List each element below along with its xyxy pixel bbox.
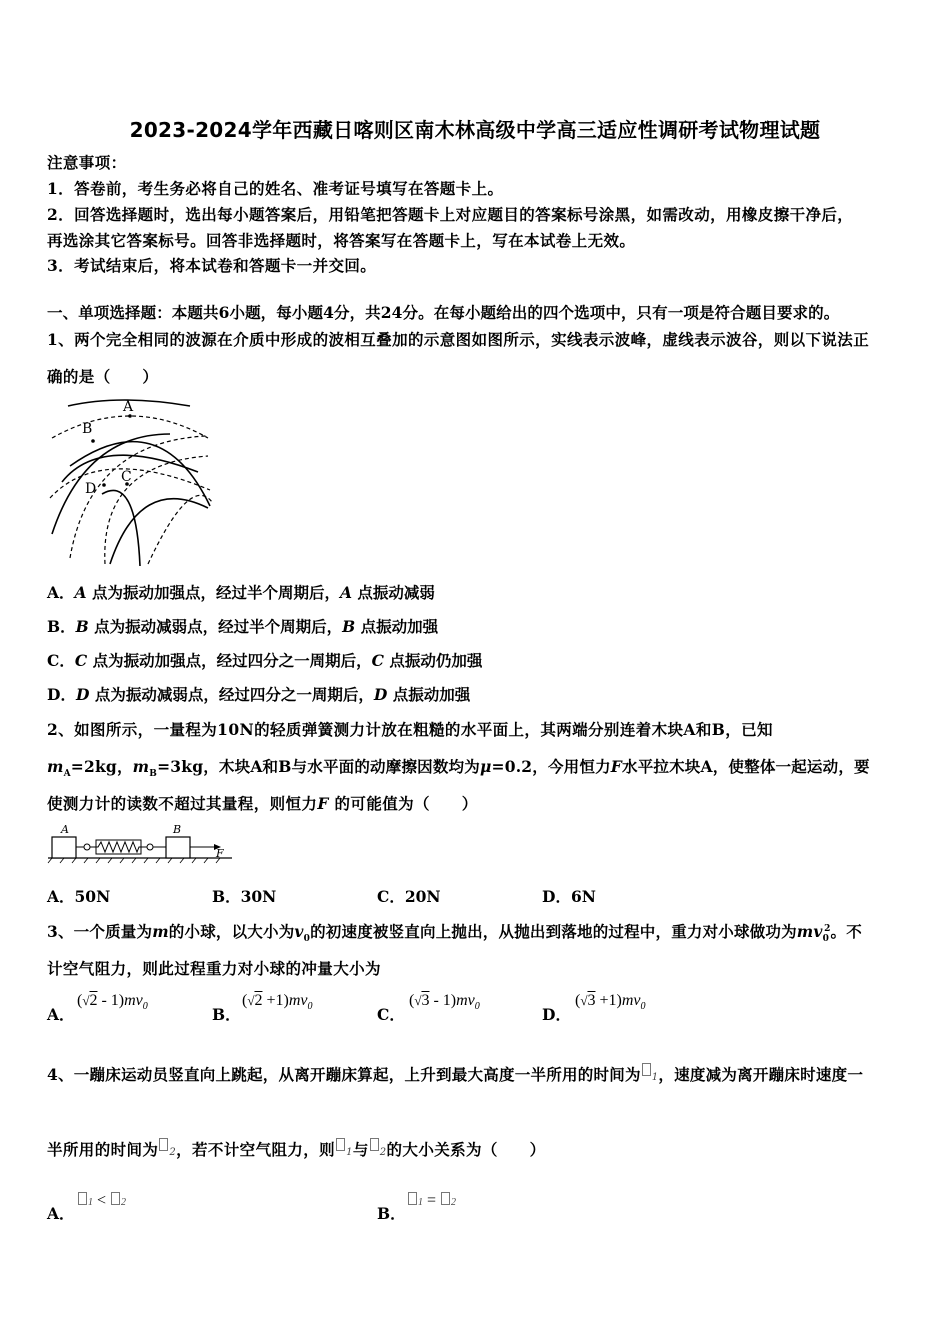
wave-interference-figure — [40, 394, 220, 566]
option-letter: D — [373, 685, 388, 704]
text: 4、一蹦床运动员竖直向上跳起，从离开蹦床算起，上升到最大高度一半所用的时间为 — [47, 1065, 641, 1084]
q2-option-c[interactable]: C．20N — [377, 887, 441, 906]
math-sup: 2 — [824, 923, 831, 934]
math-sub: 1 — [346, 1147, 353, 1158]
radicand: 3 — [421, 992, 430, 1009]
q2-option-b[interactable]: B．30N — [212, 887, 277, 906]
q1-option-d[interactable] — [47, 683, 470, 705]
math-mv: mv — [288, 992, 308, 1009]
q3-option-formula-d: $(√3 +1)mv_0$ — [575, 992, 646, 1013]
text: =0.2，今用恒力 — [491, 757, 611, 776]
q2-stem-cont — [47, 755, 870, 779]
radicand: 2 — [254, 992, 263, 1009]
notice-item: 2．回答选择题时，选出每小题答案后，用铅笔把答题卡上对应题目的答案标号涂黑，如需改动，用橡皮擦干净后， — [47, 205, 854, 224]
math-sub: 0 — [822, 934, 830, 945]
option-key: C． — [47, 651, 75, 670]
option-key: A． — [47, 583, 75, 602]
spring-blocks-figure — [44, 820, 236, 864]
point-label-d: D — [85, 481, 97, 497]
text: 的初速度被竖直向上抛出，从抛出到落地的过程中，重力对小球做功为 — [310, 922, 797, 941]
paren: ( — [575, 992, 581, 1009]
option-letter: B — [342, 617, 356, 636]
placeholder-glyph — [441, 1192, 450, 1205]
q3-stem — [47, 920, 862, 944]
math-sub: 1 — [418, 1197, 423, 1208]
math-sub: 1 — [651, 1072, 659, 1083]
section-heading: 一、单项选择题：本题共6小题，每小题4分，共24分。在每小题给出的四个选项中，只有一项是符合题目要求的。 — [47, 303, 840, 322]
math-sub: 2 — [121, 1197, 127, 1208]
option-text: 点为振动加强点，经过四分之一周期后， — [92, 651, 372, 670]
notice-item: 3．考试结束后，将本试卷和答题卡一并交回。 — [47, 256, 377, 275]
text: 3、一个质量为 — [47, 922, 153, 941]
math-sub: 0 — [303, 934, 311, 945]
point-label-c: C — [121, 469, 132, 485]
math-m: m — [47, 757, 64, 776]
math-sub: A — [63, 769, 71, 780]
text: 的大小关系为（ ） — [386, 1140, 546, 1159]
q2-stem-cont2 — [47, 792, 478, 814]
math-f: F — [610, 757, 622, 776]
math-mv: mv — [124, 992, 143, 1009]
math-sub: 1 — [88, 1197, 93, 1208]
placeholder-glyph — [336, 1138, 345, 1151]
math-v: v — [294, 922, 304, 941]
option-letter: C — [74, 651, 88, 670]
option-letter: B — [75, 617, 89, 636]
point-label-a: A — [123, 399, 134, 415]
text: ，若不计空气阻力，则 — [176, 1140, 336, 1159]
q2-option-a[interactable]: A．50N — [47, 887, 111, 906]
q3-option-key-d[interactable]: D． — [542, 1005, 571, 1024]
option-text: 点振动加强 — [392, 685, 471, 704]
force-label-f: F — [216, 847, 224, 860]
text: 半所用的时间为 — [47, 1140, 159, 1159]
q3-option-key-c[interactable]: C． — [377, 1005, 405, 1024]
q1-stem: 1、两个完全相同的波源在介质中形成的波相互叠加的示意图如图所示，实线表示波峰，虚线表示波谷，则以下说法正 — [47, 330, 870, 349]
paren: ( — [409, 992, 415, 1009]
math-sub: 0 — [640, 1001, 646, 1013]
math-sub: 2 — [451, 1197, 457, 1208]
math-sub: 0 — [307, 1001, 313, 1013]
q3-option-key-b[interactable]: B． — [212, 1005, 241, 1024]
q4-option-key-a[interactable]: A． — [47, 1204, 75, 1223]
q3-option-formula-c: $(√3 - 1)mv_0$ — [409, 992, 480, 1013]
paren: ( — [77, 992, 83, 1009]
point-label-b: B — [82, 421, 93, 437]
text: =2kg， — [70, 757, 133, 776]
q4-option-formula-a — [77, 1192, 126, 1210]
option-letter: C — [371, 651, 384, 670]
option-key: D． — [47, 685, 76, 704]
option-letter: D — [75, 685, 90, 704]
radicand: 2 — [89, 992, 98, 1009]
option-text: 点振动减弱 — [357, 583, 435, 602]
math-mv: mv — [796, 922, 823, 941]
text: - 1) — [97, 992, 125, 1009]
math-sub: 0 — [142, 1001, 148, 1013]
text: +1) — [595, 992, 622, 1009]
placeholder-glyph — [159, 1138, 168, 1151]
q3-option-formula-a: $(√2 - 1)mv_0$ — [77, 992, 148, 1013]
text: 水平拉木块A，使整体一起运动，要 — [622, 757, 870, 776]
placeholder-glyph — [642, 1063, 651, 1076]
text: ，速度减为离开蹦床时速度一 — [658, 1065, 864, 1084]
radicand: 3 — [587, 992, 596, 1009]
text: 与 — [352, 1140, 369, 1159]
placeholder-glyph — [370, 1138, 379, 1151]
option-text: 点振动仍加强 — [389, 651, 483, 670]
paren: ( — [242, 992, 248, 1009]
operator: = — [427, 1192, 437, 1209]
text: =3kg，木块A和B与水平面的动摩擦因数均为 — [157, 757, 480, 776]
option-text: 点为振动减弱点，经过半个周期后， — [94, 617, 343, 636]
q2-option-d[interactable]: D．6N — [542, 887, 596, 906]
math-sub: 2 — [379, 1147, 387, 1158]
text: 的可能值为（ ） — [334, 794, 478, 813]
option-letter: A — [339, 583, 353, 602]
q4-stem-cont — [47, 1138, 546, 1160]
page-title: 2023-2024学年西藏日喀则区南木林高级中学高三适应性调研考试物理试题 — [129, 118, 821, 142]
q3-option-formula-b: $(√2 +1)mv_0$ — [242, 992, 313, 1013]
text: 使测力计的读数不超过其量程，则恒力 — [47, 794, 318, 813]
placeholder-glyph — [408, 1192, 417, 1205]
notice-item: 再选涂其它答案标号。回答非选择题时，将答案写在答题卡上，写在本试卷上无效。 — [47, 231, 636, 250]
placeholder-glyph — [111, 1192, 120, 1205]
placeholder-glyph — [78, 1192, 87, 1205]
math-sub: 0 — [474, 1001, 480, 1013]
math-f: F — [317, 794, 329, 813]
math-sub: 2 — [169, 1147, 177, 1158]
math-m: m — [152, 922, 169, 941]
math-mu: μ — [479, 757, 492, 776]
notice-heading: 注意事项： — [47, 153, 127, 172]
text: 。不 — [830, 922, 862, 941]
q2-stem: 2、如图所示，一量程为10N的轻质弹簧测力计放在粗糙的水平面上，其两端分别连着木块A和B，已知 — [47, 720, 773, 739]
option-key: B． — [47, 617, 76, 636]
option-text: 点为振动减弱点，经过四分之一周期后， — [94, 685, 374, 704]
option-text: 点振动加强 — [360, 617, 439, 636]
math-sub: B — [149, 769, 158, 780]
option-letter: A — [74, 583, 87, 602]
q4-option-key-b[interactable]: B． — [377, 1204, 406, 1223]
q1-option-a[interactable] — [47, 581, 435, 603]
text: - 1) — [429, 992, 457, 1009]
math-mv: mv — [621, 992, 641, 1009]
option-text: 点为振动加强点，经过半个周期后， — [91, 583, 340, 602]
text: 的小球，以大小为 — [168, 922, 295, 941]
block-label-a: A — [61, 823, 69, 836]
q1-option-b[interactable] — [47, 615, 438, 637]
q4-stem — [47, 1063, 863, 1085]
q3-option-key-a[interactable]: A． — [47, 1005, 75, 1024]
q3-stem-cont: 计空气阻力，则此过程重力对小球的冲量大小为 — [47, 959, 381, 978]
math-m: m — [132, 757, 150, 776]
notice-item: 1．答卷前，考生务必将自己的姓名、准考证号填写在答题卡上。 — [47, 179, 504, 198]
q4-option-formula-b — [407, 1192, 456, 1210]
q1-option-c[interactable] — [47, 649, 482, 671]
math-mv: mv — [456, 992, 475, 1009]
block-label-b: B — [173, 823, 182, 836]
text: +1) — [262, 992, 289, 1009]
q1-stem-cont: 确的是（ ） — [47, 367, 159, 386]
operator: < — [97, 1192, 107, 1209]
